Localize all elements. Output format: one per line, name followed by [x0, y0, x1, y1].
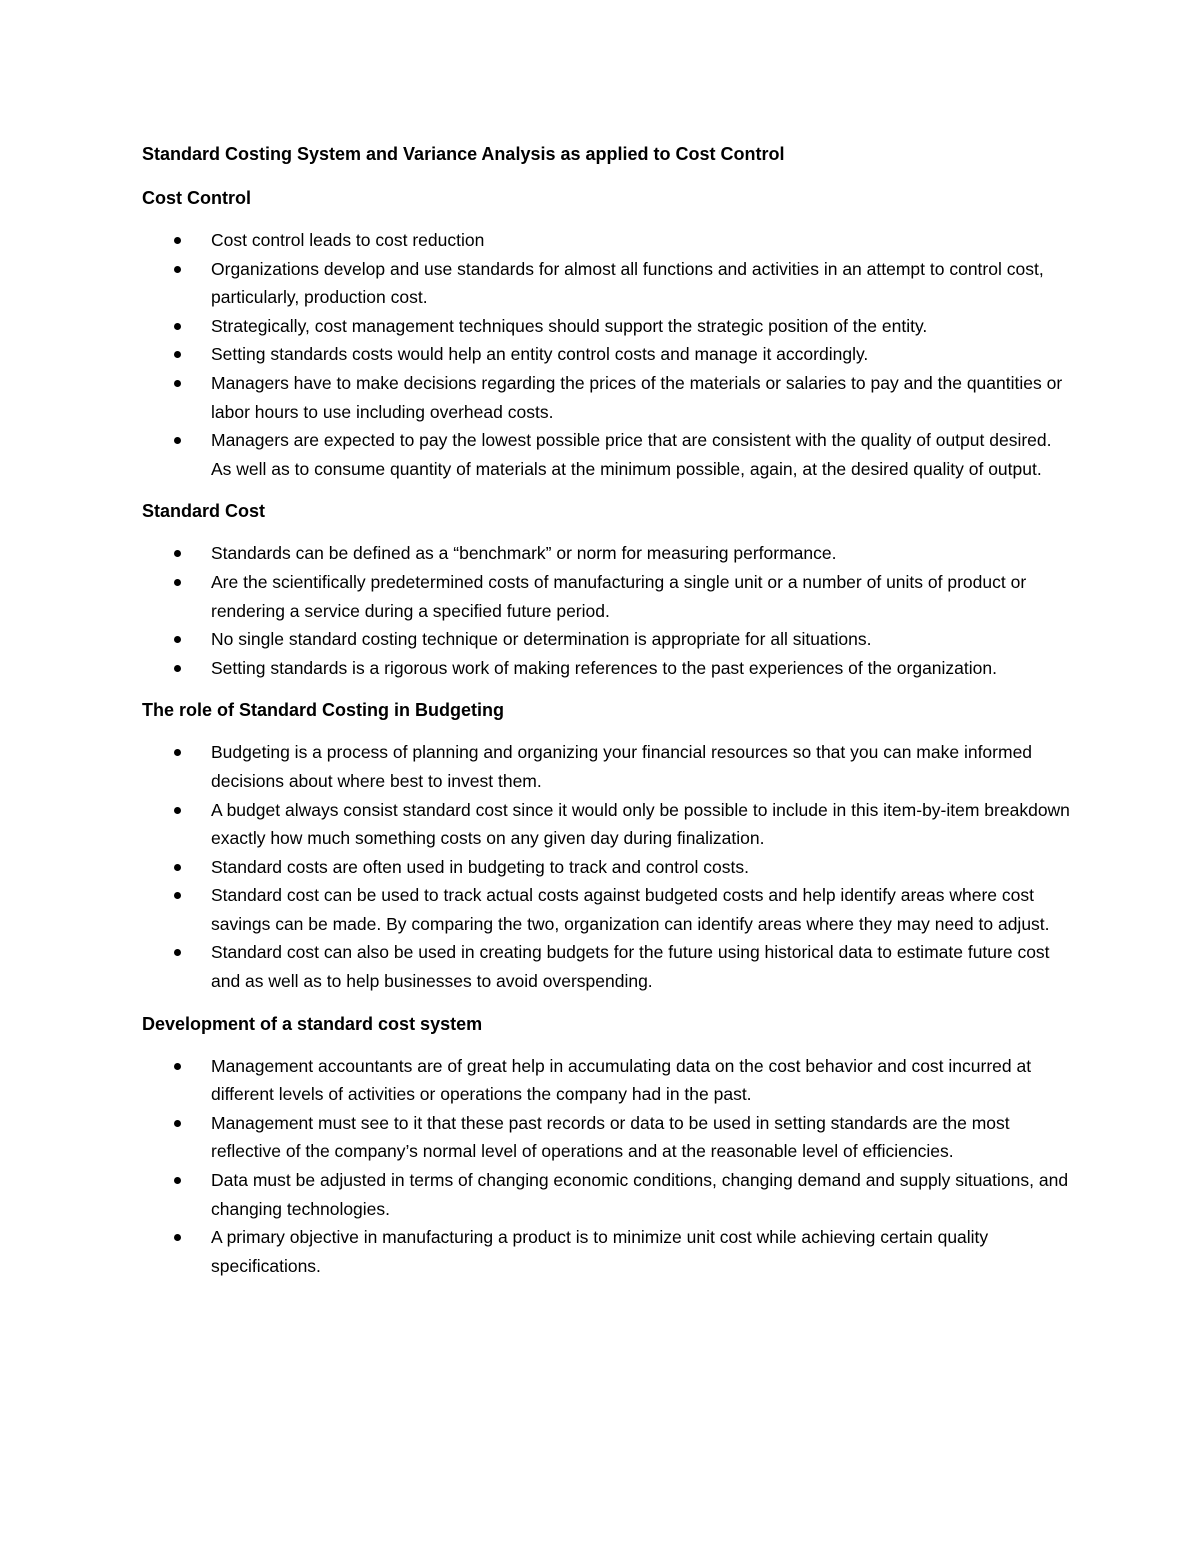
bullet-icon [174, 437, 181, 444]
list-item-text: Managers are expected to pay the lowest possible price that are consistent with the quality of output desired. As well as to consume quantity of materials at the minimum possible, again, at the desired quality of output. [211, 430, 1052, 479]
list-item-text: Organizations develop and use standards for almost all functions and activities in an attempt to control cost, particularly, production cost. [211, 258, 1044, 308]
list-item-text: Budgeting is a process of planning and organizing your financial resources so that you can make informed decisions about where best to invest them. [211, 742, 1033, 791]
bullet-icon [174, 1177, 181, 1184]
list-item-text: Management accountants are of great help in accumulating data on the cost behavior and cost incurred at different levels of activities or operations the company had in the past. [211, 1055, 1032, 1105]
bullet-icon [174, 550, 181, 557]
list-item-text: Standard costs are often used in budgeting to track and control costs. [211, 856, 749, 877]
list-item [142, 738, 1072, 795]
list-item [142, 255, 1072, 312]
bullet-icon [174, 1063, 181, 1070]
bullet-icon [174, 636, 181, 643]
document-title: Standard Costing System and Variance Analysis as applied to Cost Control [142, 144, 785, 164]
bullet-list-role-in-budgeting [142, 738, 1072, 995]
list-item [142, 853, 1072, 882]
list-item-text: Strategically, cost management techniques should support the strategic position of the entity. [211, 315, 928, 336]
bullet-list-development [142, 1052, 1072, 1281]
bullet-icon [174, 380, 181, 387]
list-item-text: Managers have to make decisions regarding the prices of the materials or salaries to pay and the quantities or labor hours to use including overhead costs. [211, 372, 1063, 422]
section-heading-development: Development of a standard cost system [142, 1013, 483, 1034]
list-item-text: Data must be adjusted in terms of changing economic conditions, changing demand and supply situations, and changing technologies. [211, 1170, 1069, 1219]
bullet-icon [174, 1120, 181, 1127]
list-item [142, 1109, 1072, 1166]
list-item [142, 226, 1072, 255]
list-item [142, 340, 1072, 369]
list-item [142, 625, 1072, 654]
list-item-text: Setting standards costs would help an entity control costs and manage it accordingly. [211, 344, 869, 365]
document-body [142, 140, 1072, 1294]
list-item [142, 1166, 1072, 1223]
list-item [142, 938, 1072, 995]
bullet-icon [174, 807, 181, 814]
list-item-text: Standard cost can also be used in creating budgets for the future using historical data to estimate future cost and as well as to help businesses to avoid overspending. [211, 942, 1050, 992]
list-item [142, 568, 1072, 625]
list-item [142, 369, 1072, 426]
list-item-text: Are the scientifically predetermined costs of manufacturing a single unit or a number of units of product or rendering a service during a specified future period. [211, 571, 1027, 621]
bullet-icon [174, 949, 181, 956]
list-item-text: Management must see to it that these past records or data to be used in setting standards are the most reflective of the company’s normal level of operations and at the reasonable level of efficiencies. [211, 1112, 1010, 1162]
bullet-icon [174, 892, 181, 899]
bullet-icon [174, 749, 181, 756]
list-item [142, 881, 1072, 938]
list-item [142, 1052, 1072, 1109]
bullet-list-standard-cost [142, 539, 1072, 682]
bullet-list-cost-control [142, 226, 1072, 483]
list-item [142, 1223, 1072, 1280]
bullet-icon [174, 665, 181, 672]
section-heading-role-in-budgeting: The role of Standard Costing in Budgeting [142, 700, 504, 721]
list-item [142, 796, 1072, 853]
bullet-icon [174, 579, 181, 586]
list-item-text: Setting standards is a rigorous work of making references to the past experiences of the organization. [211, 657, 997, 678]
bullet-icon [174, 237, 181, 244]
bullet-icon [174, 864, 181, 871]
bullet-icon [174, 1234, 181, 1241]
list-item [142, 426, 1072, 483]
bullet-icon [174, 323, 181, 330]
list-item-text: A primary objective in manufacturing a product is to minimize unit cost while achieving certain quality specifications. [211, 1227, 989, 1276]
list-item-text: Standards can be defined as a “benchmark” or norm for measuring performance. [211, 543, 837, 564]
bullet-icon [174, 266, 181, 273]
list-item-text: Standard cost can be used to track actual costs against budgeted costs and help identify areas where cost savings can be made. By comparing the two, organization can identify areas where they may need to adjust. [211, 885, 1050, 934]
list-item-text: Cost control leads to cost reduction [211, 230, 485, 250]
list-item [142, 312, 1072, 341]
bullet-icon [174, 351, 181, 358]
list-item-text: No single standard costing technique or determination is appropriate for all situations. [211, 629, 872, 650]
section-heading-standard-cost: Standard Cost [142, 501, 266, 522]
section-heading-cost-control: Cost Control [142, 188, 251, 208]
list-item [142, 539, 1072, 568]
list-item-text: A budget always consist standard cost since it would only be possible to include in this item-by-item breakdown exactly how much something costs on any given day during finalization. [211, 799, 1070, 849]
list-item [142, 654, 1072, 683]
